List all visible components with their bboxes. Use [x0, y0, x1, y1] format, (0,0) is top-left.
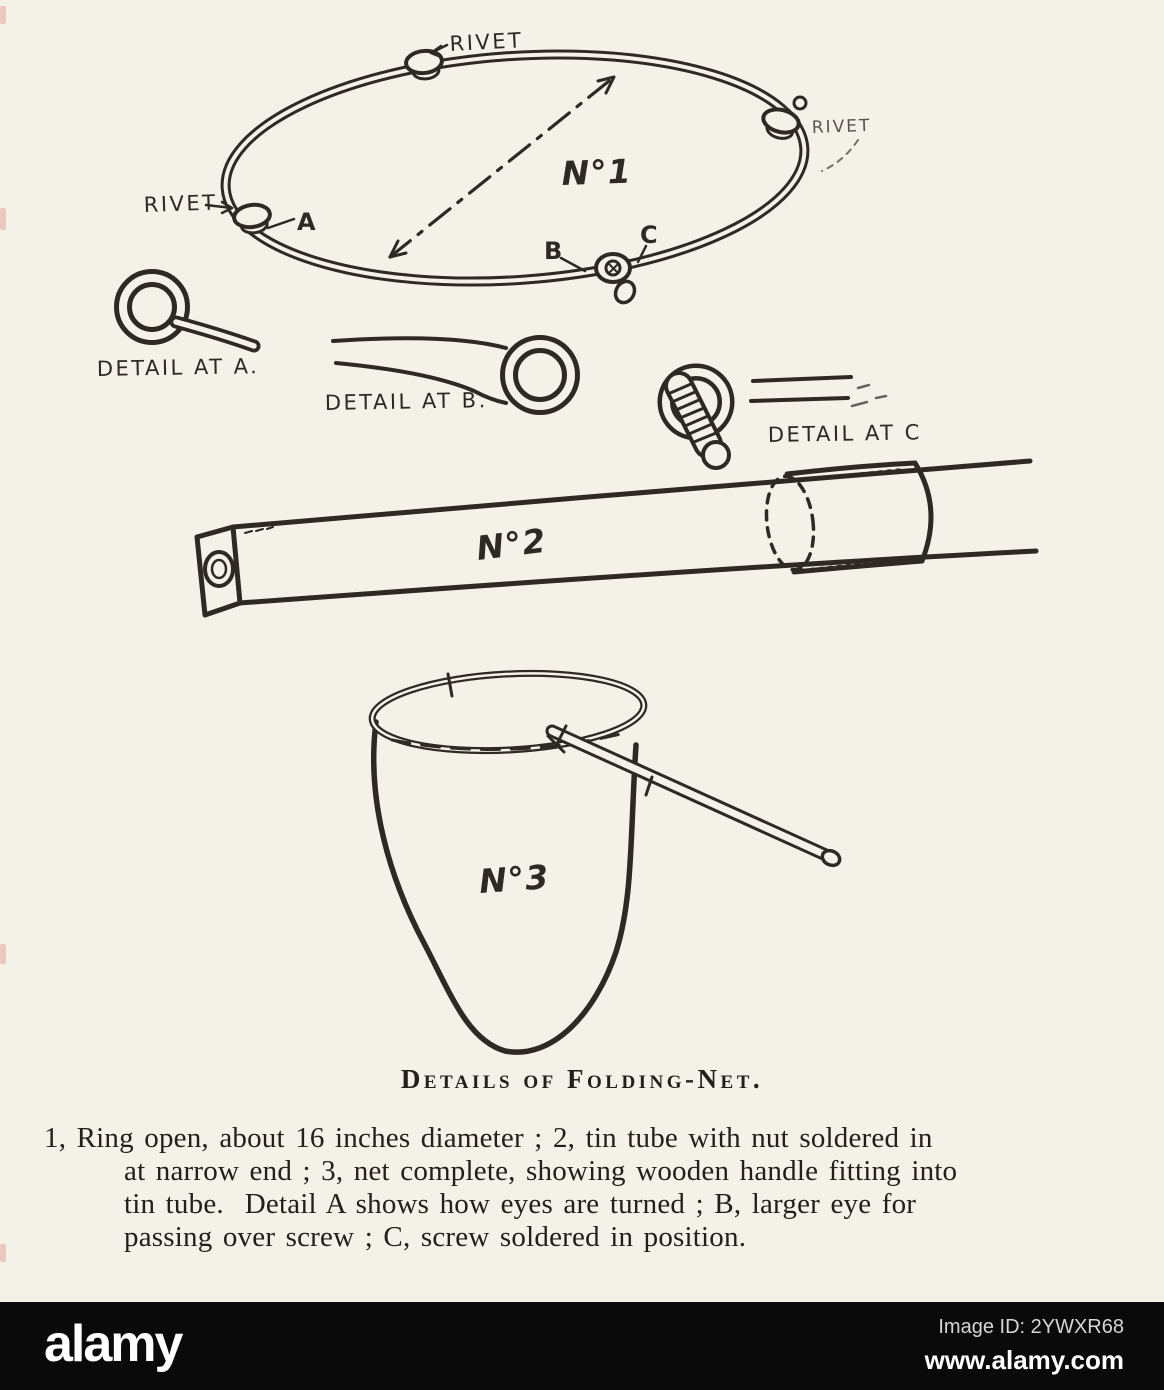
detail-c-label: DETAIL AT C: [767, 420, 923, 447]
sleeve-left-dashed-end: [761, 474, 818, 573]
alamy-url-text: www.alamy.com: [924, 1345, 1124, 1375]
footer-info: [925, 1316, 1124, 1376]
net-number-label: N°3: [477, 857, 551, 901]
net-handle-gap: [552, 731, 828, 856]
detail-b-drawing: [325, 338, 571, 415]
image-id-text: Image ID: 2YWXR68: [938, 1316, 1124, 1338]
rivet-top-label: RIVET: [449, 28, 524, 56]
rivet-top-icon: [405, 49, 444, 81]
eye-c-wire-bottom: [751, 398, 848, 401]
red-watermark-fragment: [0, 1244, 6, 1262]
leader-rivet-right-dashed: [822, 140, 858, 171]
eye-a-tail-gap: [176, 322, 254, 346]
ring-number-label: N°1: [560, 151, 633, 193]
point-b-label: B: [544, 237, 564, 265]
detail-a-drawing: [97, 278, 260, 381]
detail-c-drawing: [666, 372, 922, 468]
leader-point-b: [561, 258, 585, 271]
red-watermark-fragment: [0, 208, 6, 230]
rivet-right-label: RIVET: [811, 115, 872, 138]
detail-a-label: DETAIL AT A.: [96, 354, 260, 381]
handle-end-cap: [820, 848, 842, 868]
eye-b-loop-gap: [509, 344, 571, 406]
caption-line: at narrow end ; 3, net complete, showing wooden handle fitting into: [124, 1155, 958, 1187]
eye-c-wire-top: [753, 377, 851, 381]
tube-bottom-edge: [240, 551, 1036, 603]
red-watermark-fragment: [0, 944, 6, 964]
point-a-label: A: [297, 208, 317, 236]
alamy-watermark-bar: [0, 1302, 1164, 1390]
rivet-left-label: RIVET: [143, 190, 218, 217]
net-no3-drawing: [370, 667, 842, 1052]
net-rim-gap: [370, 667, 646, 757]
alamy-logo: alamy: [44, 1315, 182, 1373]
red-watermark-fragment: [0, 6, 6, 24]
leader-point-a: [268, 219, 294, 228]
caption-line: 1, Ring open, about 16 inches diameter ; 2, tin tube with nut soldered in: [44, 1122, 933, 1154]
ring-no1-drawing: [143, 28, 871, 306]
sleeve-right-cap: [915, 463, 931, 561]
figure-title: Details of Folding-Net.: [400, 1064, 764, 1094]
tube-top-edge: [233, 461, 1030, 527]
tube-nut-hole: [205, 552, 233, 586]
caption-line: passing over screw ; C, screw soldered in position.: [124, 1221, 747, 1253]
eye-c-wire-dashes: [852, 385, 886, 406]
tube-number-label: N°2: [474, 520, 549, 568]
wire-end-hook: [794, 97, 806, 109]
leader-rivet-top-arrow: [431, 45, 447, 57]
tube-no2-drawing: [197, 461, 1036, 615]
screw-end: [703, 442, 729, 468]
rivet-right-icon: [759, 106, 801, 142]
detail-b-label: DETAIL AT B.: [324, 388, 488, 415]
rivet-left-icon: [233, 203, 273, 236]
point-c-label: C: [640, 221, 659, 249]
ring-wire-gap: [218, 36, 812, 300]
eye-b-wire-top: [333, 338, 506, 348]
caption-line: tin tube. Detail A shows how eyes are turned ; B, larger eye for: [124, 1188, 917, 1220]
